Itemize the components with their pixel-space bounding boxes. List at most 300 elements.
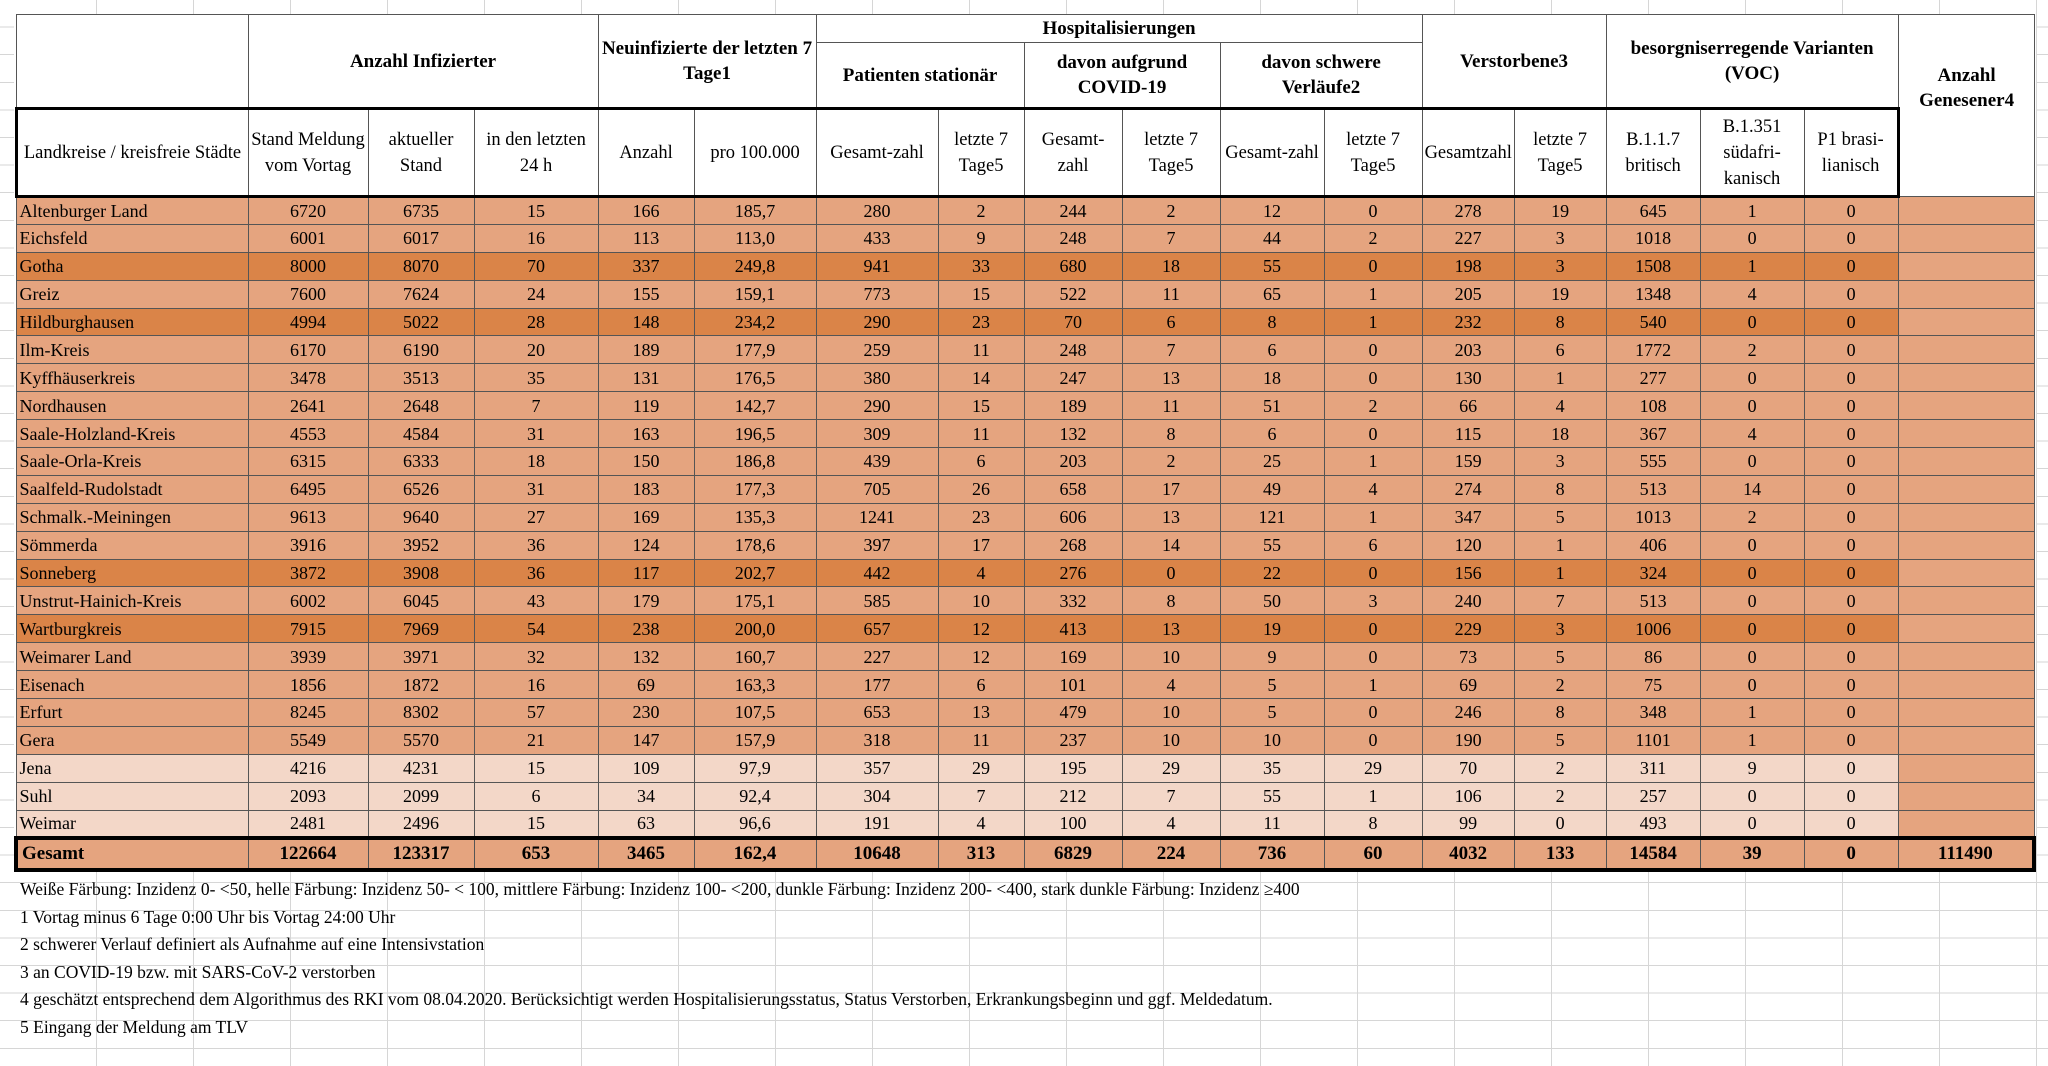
table-cell[interactable]: 0 [1804, 364, 1898, 392]
row-name[interactable]: Eichsfeld [16, 224, 248, 252]
row-name[interactable]: Unstrut-Hainich-Kreis [16, 587, 248, 615]
total-cell[interactable]: 0 [1804, 838, 1898, 870]
table-cell[interactable]: 7 [1122, 782, 1220, 810]
table-cell[interactable]: 0 [1804, 615, 1898, 643]
row-name[interactable]: Ilm-Kreis [16, 336, 248, 364]
table-cell[interactable]: 0 [1700, 392, 1804, 420]
table-cell[interactable]: 6735 [368, 197, 474, 225]
table-cell[interactable]: 234,2 [694, 308, 816, 336]
genesen-cell[interactable] [1898, 615, 2034, 643]
table-cell[interactable]: 7915 [248, 615, 368, 643]
table-cell[interactable]: 142,7 [694, 392, 816, 420]
table-cell[interactable]: 3 [1514, 224, 1606, 252]
table-cell[interactable]: 1101 [1606, 726, 1700, 754]
table-cell[interactable]: 6720 [248, 197, 368, 225]
table-cell[interactable]: 248 [1024, 336, 1122, 364]
table-cell[interactable]: 0 [1514, 810, 1606, 838]
table-cell[interactable]: 1013 [1606, 503, 1700, 531]
table-cell[interactable]: 177,9 [694, 336, 816, 364]
table-cell[interactable]: 31 [474, 420, 598, 448]
genesen-cell[interactable] [1898, 364, 2034, 392]
table-cell[interactable]: 18 [1514, 420, 1606, 448]
genesen-cell[interactable] [1898, 559, 2034, 587]
genesen-cell[interactable] [1898, 671, 2034, 699]
table-cell[interactable]: 4 [938, 559, 1024, 587]
table-cell[interactable]: 202,7 [694, 559, 816, 587]
table-cell[interactable]: 522 [1024, 280, 1122, 308]
table-cell[interactable]: 6 [938, 448, 1024, 476]
table-cell[interactable]: 0 [1324, 643, 1422, 671]
genesen-cell[interactable] [1898, 392, 2034, 420]
table-cell[interactable]: 132 [1024, 420, 1122, 448]
table-cell[interactable]: 3478 [248, 364, 368, 392]
table-cell[interactable]: 2 [1324, 224, 1422, 252]
table-cell[interactable]: 227 [816, 643, 938, 671]
table-cell[interactable]: 5570 [368, 726, 474, 754]
total-label[interactable]: Gesamt [16, 838, 248, 870]
table-cell[interactable]: 0 [1324, 197, 1422, 225]
table-cell[interactable]: 249,8 [694, 252, 816, 280]
table-cell[interactable]: 304 [816, 782, 938, 810]
table-cell[interactable]: 348 [1606, 699, 1700, 727]
table-cell[interactable]: 29 [1122, 754, 1220, 782]
table-cell[interactable]: 14 [938, 364, 1024, 392]
table-cell[interactable]: 186,8 [694, 448, 816, 476]
table-cell[interactable]: 0 [1700, 615, 1804, 643]
table-cell[interactable]: 0 [1700, 531, 1804, 559]
table-cell[interactable]: 3872 [248, 559, 368, 587]
table-cell[interactable]: 121 [1220, 503, 1324, 531]
genesen-cell[interactable] [1898, 754, 2034, 782]
table-cell[interactable]: 367 [1606, 420, 1700, 448]
table-cell[interactable]: 0 [1804, 503, 1898, 531]
table-cell[interactable]: 6333 [368, 448, 474, 476]
table-cell[interactable]: 117 [598, 559, 694, 587]
table-cell[interactable]: 191 [816, 810, 938, 838]
table-cell[interactable]: 203 [1422, 336, 1514, 364]
table-cell[interactable]: 155 [598, 280, 694, 308]
genesen-cell[interactable] [1898, 726, 2034, 754]
table-cell[interactable]: 15 [474, 810, 598, 838]
table-cell[interactable]: 6495 [248, 475, 368, 503]
table-cell[interactable]: 0 [1324, 364, 1422, 392]
row-name[interactable]: Gera [16, 726, 248, 754]
table-cell[interactable]: 2 [1514, 754, 1606, 782]
table-cell[interactable]: 57 [474, 699, 598, 727]
table-cell[interactable]: 493 [1606, 810, 1700, 838]
table-cell[interactable]: 311 [1606, 754, 1700, 782]
table-cell[interactable]: 247 [1024, 364, 1122, 392]
table-cell[interactable]: 92,4 [694, 782, 816, 810]
genesen-cell[interactable] [1898, 503, 2034, 531]
table-cell[interactable]: 0 [1804, 782, 1898, 810]
table-cell[interactable]: 2 [1700, 503, 1804, 531]
table-cell[interactable]: 51 [1220, 392, 1324, 420]
row-name[interactable]: Wartburgkreis [16, 615, 248, 643]
table-cell[interactable]: 0 [1804, 559, 1898, 587]
table-cell[interactable]: 177 [816, 671, 938, 699]
table-cell[interactable]: 277 [1606, 364, 1700, 392]
table-cell[interactable]: 20 [474, 336, 598, 364]
table-cell[interactable]: 132 [598, 643, 694, 671]
table-cell[interactable]: 1241 [816, 503, 938, 531]
table-cell[interactable]: 645 [1606, 197, 1700, 225]
table-cell[interactable]: 332 [1024, 587, 1122, 615]
table-cell[interactable]: 324 [1606, 559, 1700, 587]
table-cell[interactable]: 13 [1122, 364, 1220, 392]
table-cell[interactable]: 23 [938, 308, 1024, 336]
row-name[interactable]: Nordhausen [16, 392, 248, 420]
table-cell[interactable]: 6 [1220, 336, 1324, 364]
table-cell[interactable]: 22 [1220, 559, 1324, 587]
table-cell[interactable]: 540 [1606, 308, 1700, 336]
table-cell[interactable]: 278 [1422, 197, 1514, 225]
table-cell[interactable]: 54 [474, 615, 598, 643]
table-cell[interactable]: 16 [474, 224, 598, 252]
table-cell[interactable]: 705 [816, 475, 938, 503]
table-cell[interactable]: 274 [1422, 475, 1514, 503]
table-cell[interactable]: 2 [1122, 197, 1220, 225]
table-cell[interactable]: 6526 [368, 475, 474, 503]
table-cell[interactable]: 6 [1514, 336, 1606, 364]
table-cell[interactable]: 3916 [248, 531, 368, 559]
table-cell[interactable]: 318 [816, 726, 938, 754]
table-cell[interactable]: 227 [1422, 224, 1514, 252]
table-cell[interactable]: 9613 [248, 503, 368, 531]
table-cell[interactable]: 5 [1514, 726, 1606, 754]
table-cell[interactable]: 0 [1324, 559, 1422, 587]
table-cell[interactable]: 13 [1122, 615, 1220, 643]
table-cell[interactable]: 101 [1024, 671, 1122, 699]
table-cell[interactable]: 176,5 [694, 364, 816, 392]
table-cell[interactable]: 7969 [368, 615, 474, 643]
table-cell[interactable]: 13 [938, 699, 1024, 727]
table-cell[interactable]: 36 [474, 531, 598, 559]
table-cell[interactable]: 166 [598, 197, 694, 225]
table-cell[interactable]: 6 [938, 671, 1024, 699]
row-name[interactable]: Weimarer Land [16, 643, 248, 671]
table-cell[interactable]: 205 [1422, 280, 1514, 308]
table-cell[interactable]: 0 [1700, 782, 1804, 810]
table-cell[interactable]: 5549 [248, 726, 368, 754]
table-cell[interactable]: 1 [1324, 448, 1422, 476]
table-cell[interactable]: 653 [816, 699, 938, 727]
total-cell[interactable]: 6829 [1024, 838, 1122, 870]
table-cell[interactable]: 107,5 [694, 699, 816, 727]
total-cell[interactable]: 39 [1700, 838, 1804, 870]
table-cell[interactable]: 70 [474, 252, 598, 280]
table-cell[interactable]: 0 [1700, 810, 1804, 838]
table-cell[interactable]: 6 [1220, 420, 1324, 448]
table-cell[interactable]: 5 [1514, 643, 1606, 671]
table-cell[interactable]: 433 [816, 224, 938, 252]
table-cell[interactable]: 1 [1700, 699, 1804, 727]
table-cell[interactable]: 97,9 [694, 754, 816, 782]
table-cell[interactable]: 0 [1700, 308, 1804, 336]
table-cell[interactable]: 0 [1804, 754, 1898, 782]
genesen-cell[interactable] [1898, 308, 2034, 336]
table-cell[interactable]: 513 [1606, 587, 1700, 615]
table-cell[interactable]: 50 [1220, 587, 1324, 615]
table-cell[interactable]: 606 [1024, 503, 1122, 531]
table-cell[interactable]: 0 [1804, 252, 1898, 280]
table-cell[interactable]: 6045 [368, 587, 474, 615]
table-cell[interactable]: 28 [474, 308, 598, 336]
table-cell[interactable]: 15 [474, 197, 598, 225]
table-cell[interactable]: 160,7 [694, 643, 816, 671]
table-cell[interactable]: 5 [1220, 699, 1324, 727]
total-cell[interactable]: 224 [1122, 838, 1220, 870]
table-cell[interactable]: 1872 [368, 671, 474, 699]
genesen-cell[interactable] [1898, 420, 2034, 448]
table-cell[interactable]: 70 [1422, 754, 1514, 782]
table-cell[interactable]: 8 [1122, 587, 1220, 615]
table-cell[interactable]: 26 [938, 475, 1024, 503]
table-cell[interactable]: 6 [1122, 308, 1220, 336]
table-cell[interactable]: 1 [1324, 280, 1422, 308]
table-cell[interactable]: 0 [1324, 615, 1422, 643]
genesen-cell[interactable] [1898, 448, 2034, 476]
table-cell[interactable]: 14 [1122, 531, 1220, 559]
row-name[interactable]: Erfurt [16, 699, 248, 727]
table-cell[interactable]: 2 [1700, 336, 1804, 364]
total-cell[interactable]: 313 [938, 838, 1024, 870]
table-cell[interactable]: 32 [474, 643, 598, 671]
table-cell[interactable]: 413 [1024, 615, 1122, 643]
genesen-cell[interactable] [1898, 810, 2034, 838]
genesen-cell[interactable] [1898, 531, 2034, 559]
table-cell[interactable]: 657 [816, 615, 938, 643]
genesen-cell[interactable] [1898, 699, 2034, 727]
table-cell[interactable]: 4 [1514, 392, 1606, 420]
table-cell[interactable]: 10 [1220, 726, 1324, 754]
table-cell[interactable]: 124 [598, 531, 694, 559]
table-cell[interactable]: 11 [1220, 810, 1324, 838]
table-cell[interactable]: 34 [598, 782, 694, 810]
table-cell[interactable]: 232 [1422, 308, 1514, 336]
table-cell[interactable]: 357 [816, 754, 938, 782]
table-cell[interactable]: 147 [598, 726, 694, 754]
table-cell[interactable]: 23 [938, 503, 1024, 531]
table-cell[interactable]: 1348 [1606, 280, 1700, 308]
table-cell[interactable]: 397 [816, 531, 938, 559]
table-cell[interactable]: 2 [1514, 782, 1606, 810]
table-cell[interactable]: 0 [1122, 559, 1220, 587]
table-cell[interactable]: 8245 [248, 699, 368, 727]
row-name[interactable]: Greiz [16, 280, 248, 308]
table-cell[interactable]: 196,5 [694, 420, 816, 448]
table-cell[interactable]: 347 [1422, 503, 1514, 531]
table-cell[interactable]: 96,6 [694, 810, 816, 838]
table-cell[interactable]: 113 [598, 224, 694, 252]
total-cell[interactable]: 123317 [368, 838, 474, 870]
table-cell[interactable]: 169 [598, 503, 694, 531]
table-cell[interactable]: 1006 [1606, 615, 1700, 643]
table-cell[interactable]: 0 [1804, 671, 1898, 699]
table-cell[interactable]: 100 [1024, 810, 1122, 838]
table-cell[interactable]: 290 [816, 392, 938, 420]
table-cell[interactable]: 8302 [368, 699, 474, 727]
table-cell[interactable]: 3 [1514, 615, 1606, 643]
table-cell[interactable]: 25 [1220, 448, 1324, 476]
table-cell[interactable]: 268 [1024, 531, 1122, 559]
table-cell[interactable]: 189 [1024, 392, 1122, 420]
table-cell[interactable]: 238 [598, 615, 694, 643]
table-cell[interactable]: 8 [1514, 475, 1606, 503]
row-name[interactable]: Sonneberg [16, 559, 248, 587]
table-cell[interactable]: 0 [1804, 420, 1898, 448]
table-cell[interactable]: 33 [938, 252, 1024, 280]
table-cell[interactable]: 0 [1700, 671, 1804, 699]
row-name[interactable]: Sömmerda [16, 531, 248, 559]
table-cell[interactable]: 135,3 [694, 503, 816, 531]
table-cell[interactable]: 2 [1514, 671, 1606, 699]
table-cell[interactable]: 63 [598, 810, 694, 838]
table-cell[interactable]: 12 [1220, 197, 1324, 225]
genesen-cell[interactable] [1898, 336, 2034, 364]
table-cell[interactable]: 1 [1324, 671, 1422, 699]
table-cell[interactable]: 1 [1324, 308, 1422, 336]
table-cell[interactable]: 159,1 [694, 280, 816, 308]
table-cell[interactable]: 69 [1422, 671, 1514, 699]
table-cell[interactable]: 31 [474, 475, 598, 503]
total-cell[interactable]: 133 [1514, 838, 1606, 870]
row-name[interactable]: Schmalk.-Meiningen [16, 503, 248, 531]
table-cell[interactable]: 4 [1122, 810, 1220, 838]
row-name[interactable]: Kyffhäuserkreis [16, 364, 248, 392]
table-cell[interactable]: 280 [816, 197, 938, 225]
table-cell[interactable]: 1 [1324, 782, 1422, 810]
table-cell[interactable]: 203 [1024, 448, 1122, 476]
table-cell[interactable]: 2093 [248, 782, 368, 810]
table-cell[interactable]: 8 [1514, 308, 1606, 336]
table-cell[interactable]: 309 [816, 420, 938, 448]
table-cell[interactable]: 4 [1700, 420, 1804, 448]
table-cell[interactable]: 248 [1024, 224, 1122, 252]
table-cell[interactable]: 163 [598, 420, 694, 448]
table-cell[interactable]: 109 [598, 754, 694, 782]
table-cell[interactable]: 1 [1514, 364, 1606, 392]
total-cell[interactable]: 4032 [1422, 838, 1514, 870]
table-cell[interactable]: 183 [598, 475, 694, 503]
table-cell[interactable]: 380 [816, 364, 938, 392]
table-cell[interactable]: 9 [938, 224, 1024, 252]
table-cell[interactable]: 2 [938, 197, 1024, 225]
table-cell[interactable]: 19 [1514, 197, 1606, 225]
table-cell[interactable]: 18 [1122, 252, 1220, 280]
table-cell[interactable]: 36 [474, 559, 598, 587]
table-cell[interactable]: 178,6 [694, 531, 816, 559]
table-cell[interactable]: 7 [1122, 336, 1220, 364]
table-cell[interactable]: 86 [1606, 643, 1700, 671]
table-cell[interactable]: 0 [1700, 224, 1804, 252]
total-cell[interactable]: 10648 [816, 838, 938, 870]
table-cell[interactable]: 3 [1514, 252, 1606, 280]
table-cell[interactable]: 4 [1122, 671, 1220, 699]
table-cell[interactable]: 18 [1220, 364, 1324, 392]
total-cell[interactable]: 3465 [598, 838, 694, 870]
table-cell[interactable]: 6190 [368, 336, 474, 364]
table-cell[interactable]: 7600 [248, 280, 368, 308]
table-cell[interactable]: 156 [1422, 559, 1514, 587]
table-cell[interactable]: 19 [1220, 615, 1324, 643]
table-cell[interactable]: 0 [1804, 448, 1898, 476]
table-cell[interactable]: 10 [938, 587, 1024, 615]
genesen-cell[interactable] [1898, 280, 2034, 308]
table-cell[interactable]: 680 [1024, 252, 1122, 280]
table-cell[interactable]: 2 [1122, 448, 1220, 476]
table-cell[interactable]: 99 [1422, 810, 1514, 838]
table-cell[interactable]: 0 [1804, 643, 1898, 671]
table-cell[interactable]: 2481 [248, 810, 368, 838]
table-cell[interactable]: 585 [816, 587, 938, 615]
table-cell[interactable]: 163,3 [694, 671, 816, 699]
table-cell[interactable]: 479 [1024, 699, 1122, 727]
genesen-cell[interactable] [1898, 643, 2034, 671]
table-cell[interactable]: 0 [1804, 726, 1898, 754]
table-cell[interactable]: 439 [816, 448, 938, 476]
table-cell[interactable]: 4584 [368, 420, 474, 448]
total-cell[interactable]: 14584 [1606, 838, 1700, 870]
table-cell[interactable]: 159 [1422, 448, 1514, 476]
total-genesen[interactable]: 111490 [1898, 838, 2034, 870]
table-cell[interactable]: 0 [1700, 643, 1804, 671]
table-cell[interactable]: 2099 [368, 782, 474, 810]
table-cell[interactable]: 29 [1324, 754, 1422, 782]
table-cell[interactable]: 69 [598, 671, 694, 699]
table-cell[interactable]: 2 [1324, 392, 1422, 420]
table-cell[interactable]: 5 [1514, 503, 1606, 531]
table-cell[interactable]: 4994 [248, 308, 368, 336]
table-cell[interactable]: 131 [598, 364, 694, 392]
table-cell[interactable]: 66 [1422, 392, 1514, 420]
table-cell[interactable]: 24 [474, 280, 598, 308]
table-cell[interactable]: 212 [1024, 782, 1122, 810]
table-cell[interactable]: 120 [1422, 531, 1514, 559]
table-cell[interactable]: 0 [1804, 336, 1898, 364]
table-cell[interactable]: 337 [598, 252, 694, 280]
table-cell[interactable]: 1856 [248, 671, 368, 699]
table-cell[interactable]: 70 [1024, 308, 1122, 336]
table-cell[interactable]: 8 [1220, 308, 1324, 336]
table-cell[interactable]: 15 [938, 280, 1024, 308]
table-cell[interactable]: 177,3 [694, 475, 816, 503]
table-cell[interactable]: 7 [1122, 224, 1220, 252]
table-cell[interactable]: 169 [1024, 643, 1122, 671]
table-cell[interactable]: 18 [474, 448, 598, 476]
table-cell[interactable]: 7 [938, 782, 1024, 810]
table-cell[interactable]: 73 [1422, 643, 1514, 671]
table-cell[interactable]: 4 [1700, 280, 1804, 308]
table-cell[interactable]: 6315 [248, 448, 368, 476]
table-cell[interactable]: 198 [1422, 252, 1514, 280]
table-cell[interactable]: 237 [1024, 726, 1122, 754]
table-cell[interactable]: 9 [1700, 754, 1804, 782]
row-name[interactable]: Altenburger Land [16, 197, 248, 225]
table-cell[interactable]: 1018 [1606, 224, 1700, 252]
table-cell[interactable]: 108 [1606, 392, 1700, 420]
table-cell[interactable]: 0 [1324, 336, 1422, 364]
table-cell[interactable]: 3971 [368, 643, 474, 671]
genesen-cell[interactable] [1898, 475, 2034, 503]
table-cell[interactable]: 1 [1514, 559, 1606, 587]
table-cell[interactable]: 6002 [248, 587, 368, 615]
table-cell[interactable]: 3 [1514, 448, 1606, 476]
table-cell[interactable]: 55 [1220, 782, 1324, 810]
table-cell[interactable]: 75 [1606, 671, 1700, 699]
genesen-cell[interactable] [1898, 782, 2034, 810]
table-cell[interactable]: 12 [938, 643, 1024, 671]
